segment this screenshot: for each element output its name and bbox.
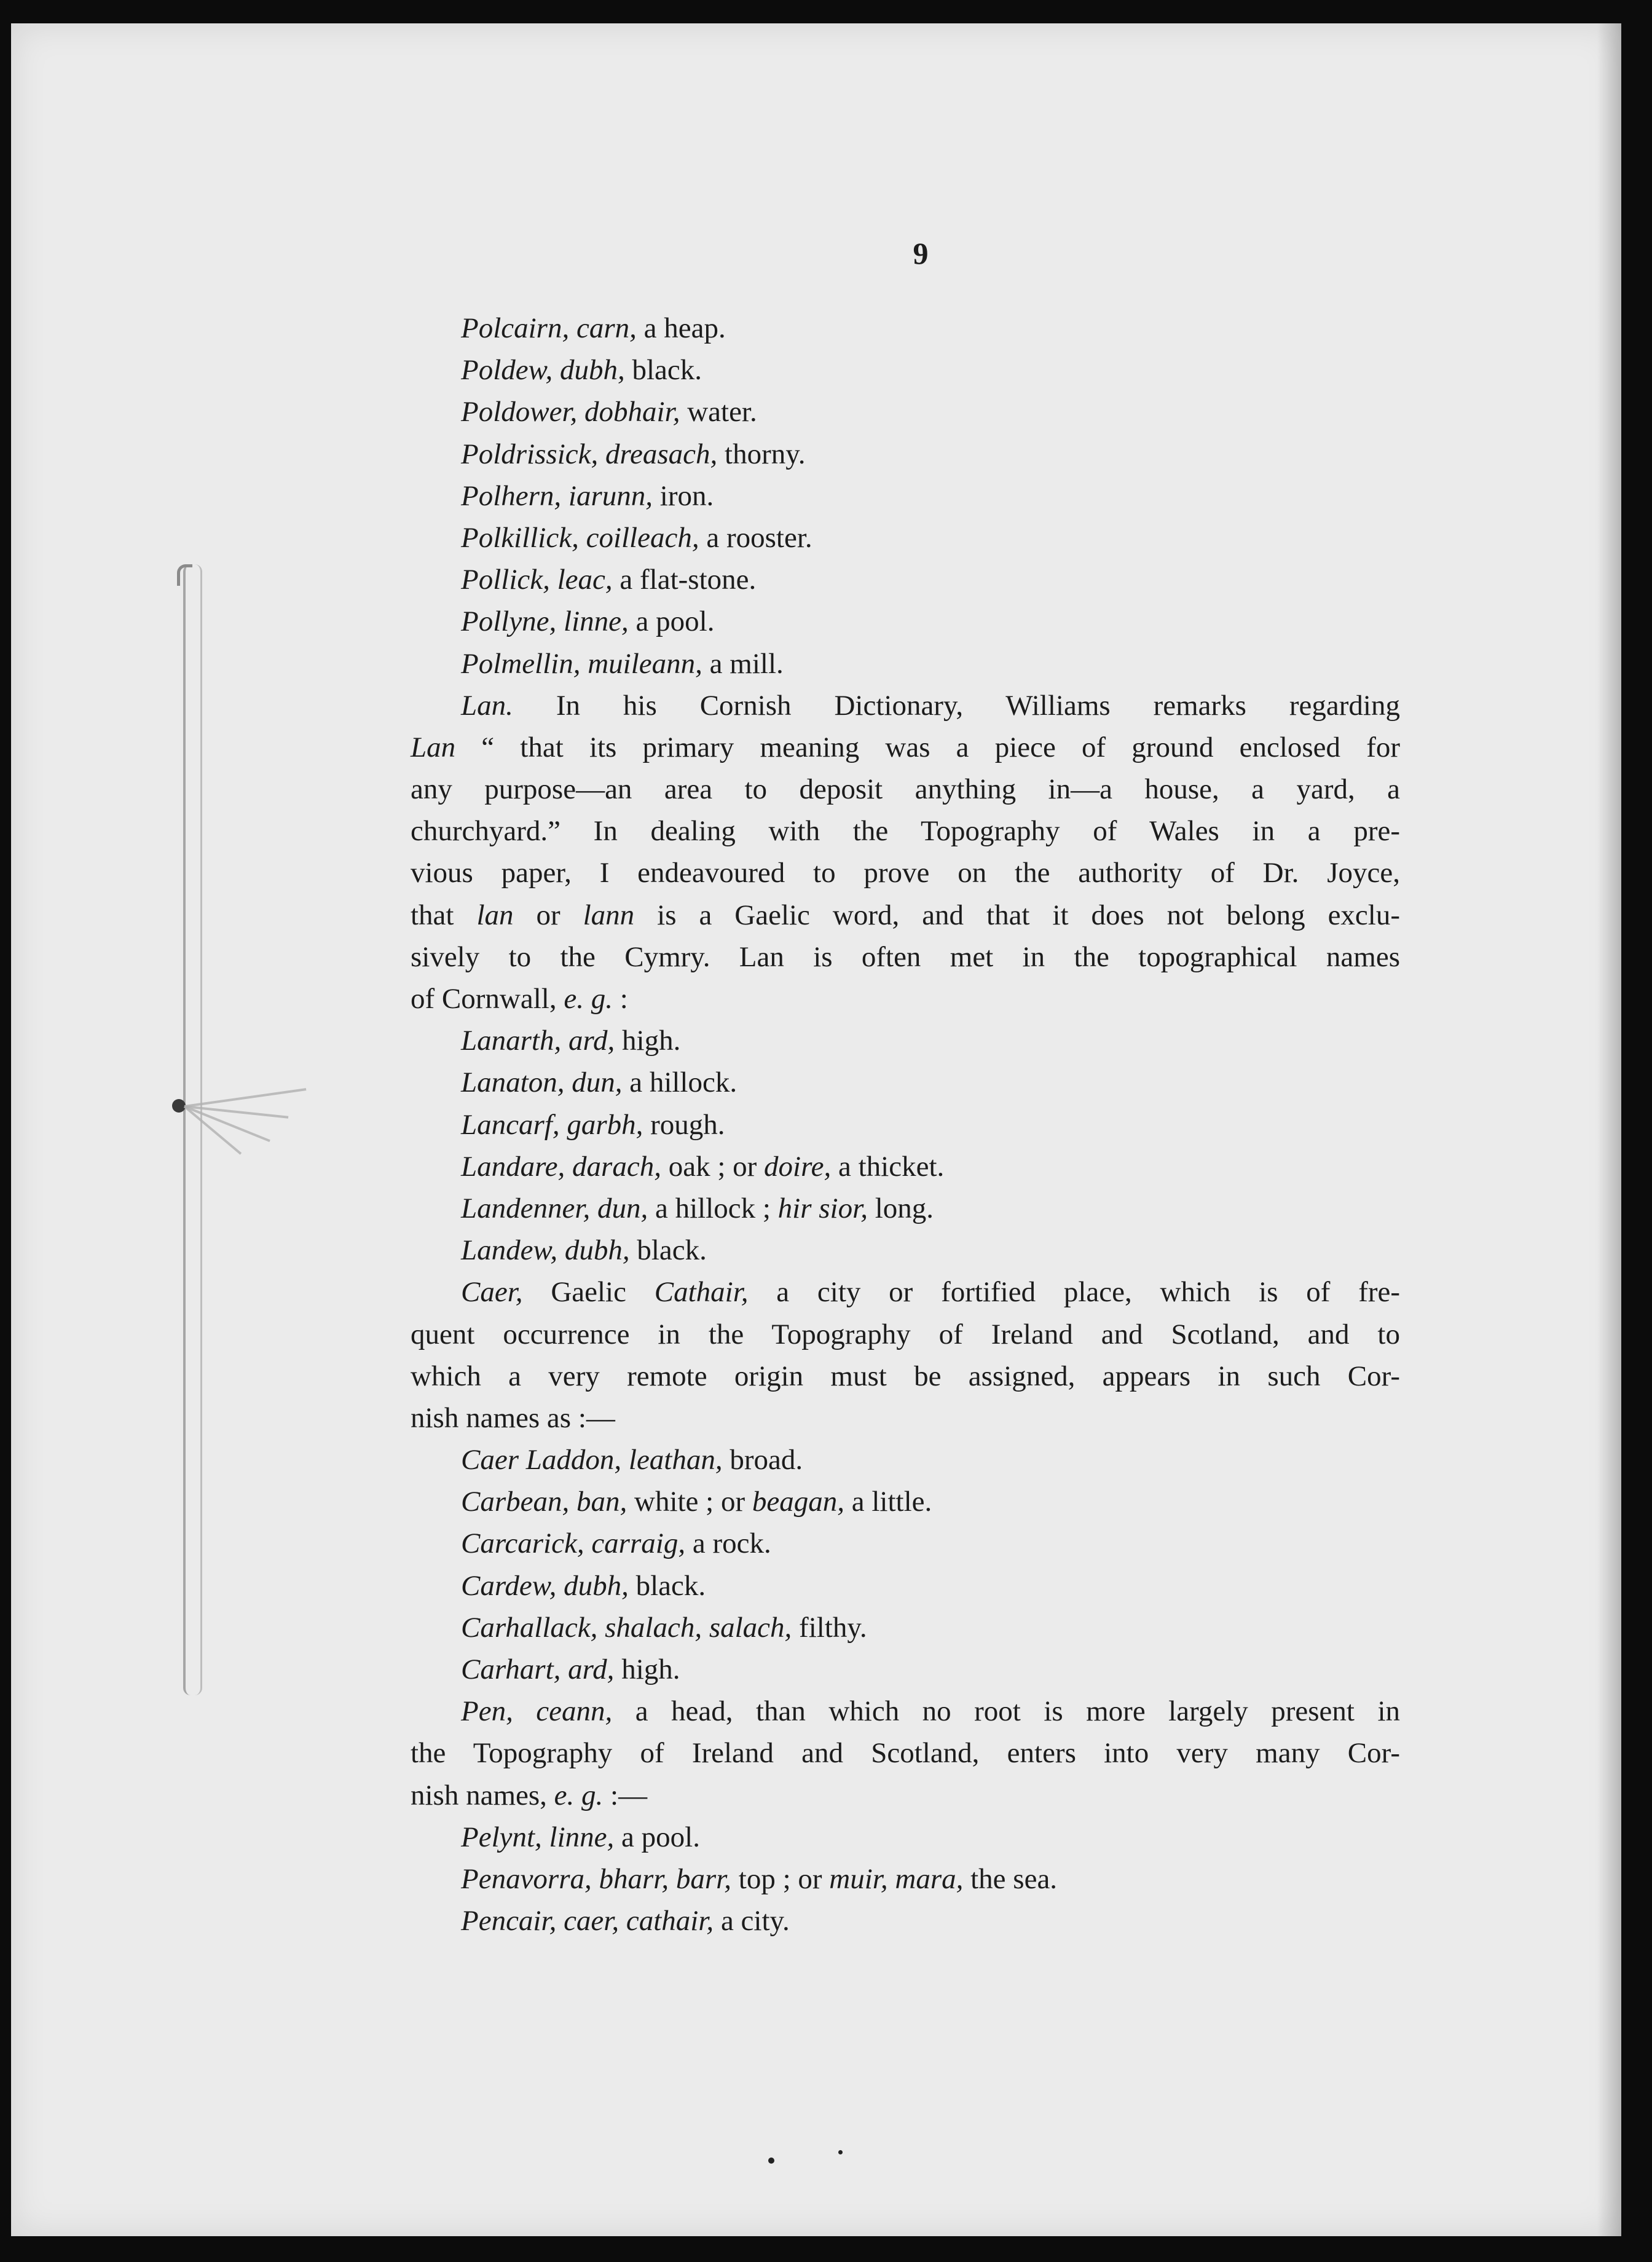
- text-run: vious paper, I endeavoured to prove on the authority of Dr. Joyce,: [411, 857, 1400, 889]
- italic-term: lann: [583, 899, 635, 931]
- glossary-entry: [411, 391, 1400, 433]
- italic-term: Penavorra, bharr, barr,: [461, 1862, 732, 1895]
- italic-term: Lanarth, ard,: [461, 1025, 615, 1057]
- italic-term: Pollyne, linne,: [461, 605, 629, 638]
- italic-term: doire,: [764, 1150, 832, 1183]
- paragraph-line: [411, 1314, 1400, 1355]
- text-run: a hillock ;: [648, 1192, 778, 1224]
- text-run: a heap.: [636, 312, 726, 344]
- italic-term: Landew, dubh,: [461, 1234, 630, 1267]
- italic-term: Cardew, dubh,: [461, 1569, 629, 1602]
- glossary-entry: [411, 1565, 1400, 1607]
- text-run: black.: [628, 1569, 706, 1602]
- glossary-entry: [411, 1481, 1400, 1523]
- thread-strand: [184, 1088, 307, 1108]
- text-run: water.: [680, 396, 757, 428]
- italic-term: Caer Laddon, leathan,: [461, 1444, 723, 1476]
- glossary-entry: [411, 307, 1400, 349]
- italic-term: Carcarick, carraig,: [461, 1527, 686, 1560]
- paragraph-line: [411, 894, 1400, 936]
- paragraph-line: [411, 727, 1400, 768]
- text-run: any purpose—an area to deposit anything in—a house, a yard, a: [411, 773, 1400, 806]
- italic-term: lan: [476, 899, 514, 931]
- text-run: a hillock.: [622, 1066, 738, 1099]
- paragraph-line: [411, 852, 1400, 894]
- text-run: the Topography of Ireland and Scotland, enters into very many Cor-: [411, 1737, 1400, 1770]
- text-run: a pool.: [614, 1821, 700, 1853]
- binding-knot: [172, 1099, 186, 1113]
- text-run: thorny.: [717, 438, 806, 470]
- paragraph-line: [411, 1271, 1400, 1313]
- italic-term: Pelynt, linne,: [461, 1821, 615, 1853]
- text-run: In his Cornish Dictionary, Williams remarks regarding: [513, 689, 1400, 722]
- glossary-entry: [411, 1104, 1400, 1146]
- italic-term: Landare, darach,: [461, 1150, 661, 1183]
- text-run: a little.: [844, 1486, 932, 1518]
- text-run: Gaelic: [522, 1276, 655, 1309]
- italic-term: Poldew, dubh,: [461, 354, 625, 387]
- page-number: 9: [913, 236, 929, 270]
- glossary-entry: [411, 1858, 1400, 1900]
- glossary-entry: [411, 1439, 1400, 1481]
- text-run: or: [513, 899, 583, 931]
- paragraph-line: [411, 810, 1400, 852]
- glossary-entry: [411, 1816, 1400, 1858]
- text-run: oak ; or: [661, 1150, 765, 1183]
- glossary-entry: [411, 517, 1400, 559]
- text-run: quent occurrence in the Topography of Ireland and Scotland, and to: [411, 1318, 1400, 1350]
- italic-term: e. g.: [564, 983, 613, 1015]
- glossary-entry: [411, 1146, 1400, 1188]
- text-run: high.: [615, 1025, 681, 1057]
- text-run: a rooster.: [699, 521, 812, 554]
- binding-thread: [183, 564, 202, 1695]
- paragraph-line: [411, 1732, 1400, 1774]
- text-run: a rock.: [685, 1527, 771, 1560]
- italic-term: Polkillick, coilleach,: [461, 521, 699, 554]
- glossary-entry: [411, 475, 1400, 517]
- body-text: [411, 307, 1400, 1942]
- text-run: black.: [624, 354, 702, 387]
- italic-term: Lan: [411, 731, 456, 763]
- paragraph-line: [411, 1397, 1400, 1439]
- text-run: “ that its primary meaning was a piece of ground enclosed for: [455, 731, 1400, 763]
- text-run: iron.: [653, 479, 714, 512]
- text-run: churchyard.” In dealing with the Topography of Wales in a pre-: [411, 815, 1400, 848]
- glossary-entry: [411, 1188, 1400, 1229]
- italic-term: beagan,: [752, 1486, 845, 1518]
- italic-term: Lanaton, dun,: [461, 1066, 623, 1099]
- paragraph-line: [411, 978, 1400, 1020]
- text-run: :—: [603, 1779, 648, 1811]
- glossary-entry: [411, 1900, 1400, 1942]
- glossary-entry: [411, 1229, 1400, 1271]
- glossary-entry: [411, 559, 1400, 601]
- italic-term: Cathair,: [654, 1276, 749, 1309]
- italic-term: e. g.: [554, 1779, 604, 1811]
- text-run: a flat-stone.: [612, 564, 757, 596]
- text-run: sively to the Cymry. Lan is often met in the topographical names: [411, 940, 1400, 973]
- glossary-entry: [411, 433, 1400, 475]
- speck: [838, 2150, 843, 2154]
- italic-term: hir sior,: [777, 1192, 868, 1224]
- italic-term: Poldrissick, dreasach,: [461, 438, 718, 470]
- italic-term: Polhern, iarunn,: [461, 479, 653, 512]
- text-run: of Cornwall,: [411, 983, 564, 1015]
- text-run: a mill.: [702, 647, 784, 680]
- text-run: a thicket.: [831, 1150, 945, 1183]
- italic-term: Carbean, ban,: [461, 1486, 627, 1518]
- italic-term: Pencair, caer, cathair,: [461, 1905, 714, 1937]
- italic-term: Pen, ceann,: [461, 1695, 613, 1728]
- paragraph-line: [411, 1690, 1400, 1732]
- italic-term: Caer,: [461, 1276, 523, 1309]
- italic-term: Carhallack, shalach, salach,: [461, 1611, 792, 1644]
- glossary-entry: [411, 1649, 1400, 1690]
- italic-term: Lan.: [461, 689, 513, 722]
- text-run: nish names as :—: [411, 1401, 615, 1434]
- text-run: nish names,: [411, 1779, 554, 1811]
- text-run: a pool.: [628, 605, 715, 638]
- text-run: white ; or: [627, 1486, 752, 1518]
- glossary-entry: [411, 1020, 1400, 1062]
- text-run: a city or fortified place, which is of fre-: [748, 1276, 1401, 1309]
- glossary-entry: [411, 1607, 1400, 1649]
- italic-term: Carhart, ard,: [461, 1653, 615, 1685]
- text-run: a head, than which no root is more largely present in: [612, 1695, 1400, 1728]
- paragraph-line: [411, 1355, 1400, 1397]
- text-run: black.: [629, 1234, 707, 1267]
- glossary-entry: [411, 601, 1400, 642]
- text-run: the sea.: [963, 1862, 1058, 1895]
- text-run: a city.: [714, 1905, 790, 1937]
- document-page: [11, 23, 1621, 2236]
- glossary-entry: [411, 349, 1400, 391]
- italic-term: Polmellin, muileann,: [461, 647, 702, 680]
- glossary-entry: [411, 1523, 1400, 1564]
- glossary-entry: [411, 1062, 1400, 1103]
- italic-term: Pollick, leac,: [461, 564, 613, 596]
- paragraph-line: [411, 685, 1400, 727]
- italic-term: Polcairn, carn,: [461, 312, 637, 344]
- italic-term: Poldower, dobhair,: [461, 396, 680, 428]
- paragraph-line: [411, 936, 1400, 978]
- text-run: filthy.: [792, 1611, 867, 1644]
- binding-thread-loop: [177, 564, 192, 586]
- text-run: top ; or: [731, 1862, 830, 1895]
- speck: [768, 2158, 774, 2164]
- paragraph-line: [411, 1775, 1400, 1816]
- text-run: :: [612, 983, 628, 1015]
- paragraph-line: [411, 768, 1400, 810]
- text-run: broad.: [722, 1444, 803, 1476]
- text-run: that: [411, 899, 477, 931]
- text-run: high.: [614, 1653, 680, 1685]
- italic-term: muir, mara,: [829, 1862, 964, 1895]
- text-run: which a very remote origin must be assigned, appears in such Cor-: [411, 1360, 1400, 1392]
- glossary-entry: [411, 643, 1400, 685]
- italic-term: Lancarf, garbh,: [461, 1108, 643, 1141]
- italic-term: Landenner, dun,: [461, 1192, 648, 1224]
- text-run: long.: [867, 1192, 934, 1224]
- text-run: rough.: [643, 1108, 725, 1141]
- text-run: is a Gaelic word, and that it does not belong exclu-: [634, 899, 1400, 931]
